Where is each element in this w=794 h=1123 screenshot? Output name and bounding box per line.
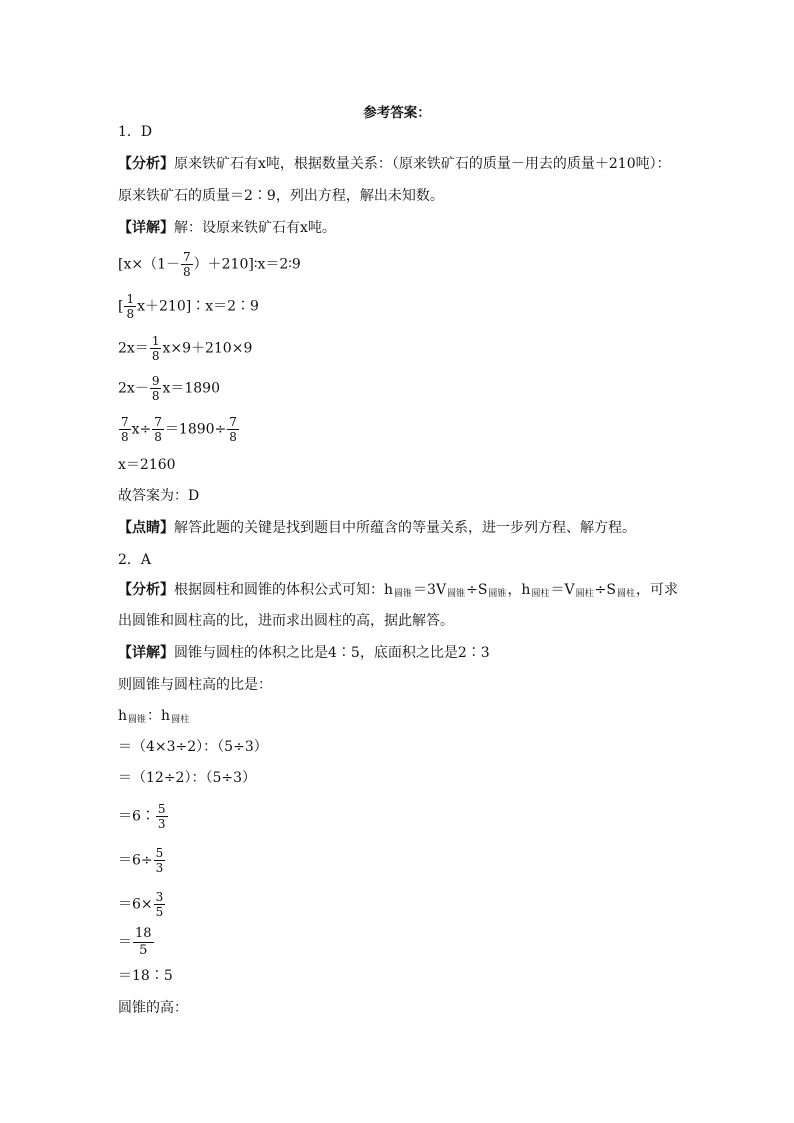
fraction	[150, 374, 162, 403]
step-text: x＋210]∶x＝2∶9	[137, 298, 259, 315]
analysis-text: ÷S	[466, 582, 488, 598]
detail-tag: 【详解】	[118, 645, 174, 661]
denominator: 5	[155, 905, 164, 919]
ratio-intro: 则圆锥与圆柱高的比是：	[118, 677, 272, 693]
detail-text: 圆锥与圆柱的体积之比是4∶5，底面积之比是2∶3	[174, 645, 490, 661]
ratio-text: h	[118, 708, 128, 724]
fraction	[150, 334, 162, 363]
fraction	[227, 415, 239, 444]
analysis-text: ，h	[507, 582, 531, 598]
numerator: 5	[155, 846, 164, 860]
ratio-text: ＝6÷	[118, 852, 153, 869]
numerator: 7	[183, 250, 191, 264]
fraction	[154, 890, 166, 919]
ratio-expression	[118, 706, 190, 728]
numerator: 7	[121, 415, 129, 429]
ratio-step-3	[118, 802, 169, 831]
subscript: 圆锥	[488, 589, 507, 599]
denominator: 8	[183, 265, 191, 279]
denominator: 8	[154, 430, 162, 444]
analysis-text: ÷S	[594, 582, 616, 598]
ratio-step-6	[118, 926, 155, 959]
step-text: x×9＋210×9	[162, 340, 253, 357]
numerator: 5	[157, 802, 166, 816]
fraction	[124, 292, 136, 321]
fraction	[133, 926, 154, 959]
step-text: x÷	[131, 421, 152, 438]
numerator: 7	[154, 415, 162, 429]
q1-analysis-cont: 原来铁矿石的质量＝2∶9，列出方程，解出未知数。	[118, 188, 444, 204]
numerator: 3	[155, 890, 164, 904]
analysis-text: ，可求	[635, 582, 678, 598]
subscript: 圆柱	[616, 589, 635, 599]
subscript: 圆柱	[575, 589, 594, 599]
subscript: 圆锥	[394, 589, 413, 599]
analysis-tag: 【分析】	[118, 582, 174, 598]
fraction	[154, 846, 166, 875]
fraction	[119, 415, 131, 444]
fraction	[152, 415, 164, 444]
q1-label: 1．D	[118, 124, 153, 140]
denominator: 3	[155, 861, 164, 875]
ratio-step-4	[118, 846, 166, 875]
subscript: 圆锥	[447, 589, 466, 599]
q2-analysis-cont: 出圆锥和圆柱高的比，进而求出圆柱的高，据此解答。	[118, 613, 454, 629]
ratio-text: ＝6×	[118, 896, 153, 913]
equation-step-1	[118, 250, 301, 279]
numerator: 1	[126, 292, 135, 306]
numerator: 7	[229, 415, 237, 429]
ratio-step-1: ＝（4×3÷2）：（5÷3）	[118, 739, 268, 755]
detail-text: 解：设原来铁矿石有x吨。	[174, 220, 336, 236]
ratio-text: ：h	[147, 708, 171, 724]
ratio-step-5	[118, 890, 166, 919]
q1-analysis	[118, 154, 671, 174]
equation-step-3	[118, 334, 252, 363]
subscript: 圆锥	[128, 715, 147, 725]
equation-step-5	[118, 415, 240, 444]
step-text: 2x－	[118, 380, 149, 397]
analysis-text: ＝V	[550, 582, 575, 598]
denominator: 5	[139, 943, 148, 958]
q2-detail	[118, 643, 490, 663]
comment-text: 解答此题的关键是找到题目中所蕴含的等量关系，进一步列方程、解方程。	[174, 520, 636, 536]
ratio-step-2: ＝（12÷2）：（5÷3）	[118, 770, 256, 786]
denominator: 8	[151, 389, 160, 403]
fraction	[181, 250, 193, 279]
step-text: ）＋210]∶x＝2∶9	[193, 256, 301, 273]
equation-step-4	[118, 374, 220, 403]
numerator: 1	[151, 334, 160, 348]
analysis-tag: 【分析】	[118, 156, 174, 172]
ratio-text: ＝	[118, 934, 132, 951]
ratio-text: ＝6∶	[118, 808, 155, 825]
analysis-text: 根据圆柱和圆锥的体积公式可知：h	[174, 582, 394, 598]
equation-step-2	[118, 292, 259, 321]
denominator: 8	[126, 307, 135, 321]
step-text: [x×（1－	[118, 256, 180, 273]
step-text: ＝1890÷	[164, 421, 227, 438]
q2-analysis	[118, 580, 678, 602]
subscript: 圆柱	[171, 715, 190, 725]
detail-tag: 【详解】	[118, 220, 174, 236]
equation-step-6: x＝2160	[118, 457, 176, 473]
ratio-step-7: ＝18∶5	[118, 968, 173, 984]
cone-height-label: 圆锥的高：	[118, 1000, 188, 1016]
analysis-text: ＝3V	[413, 582, 447, 598]
q1-answer: 故答案为：D	[118, 488, 200, 504]
step-text: x＝1890	[162, 380, 220, 397]
analysis-text: 原来铁矿石有x吨，根据数量关系：（原来铁矿石的质量－用去的质量＋210吨）：	[174, 156, 671, 172]
denominator: 8	[121, 430, 129, 444]
q1-detail	[118, 218, 336, 238]
fraction	[156, 802, 168, 831]
step-text: [	[118, 298, 124, 315]
denominator: 8	[229, 430, 237, 444]
numerator: 18	[135, 926, 152, 941]
comment-tag: 【点睛】	[118, 520, 174, 536]
step-text: 2x＝	[118, 340, 149, 357]
q1-comment	[118, 518, 636, 538]
denominator: 3	[157, 817, 166, 831]
page-title: 参考答案：	[363, 105, 431, 121]
q2-label: 2．A	[118, 552, 152, 568]
numerator: 9	[151, 374, 160, 388]
denominator: 8	[151, 349, 160, 363]
subscript: 圆柱	[531, 589, 550, 599]
